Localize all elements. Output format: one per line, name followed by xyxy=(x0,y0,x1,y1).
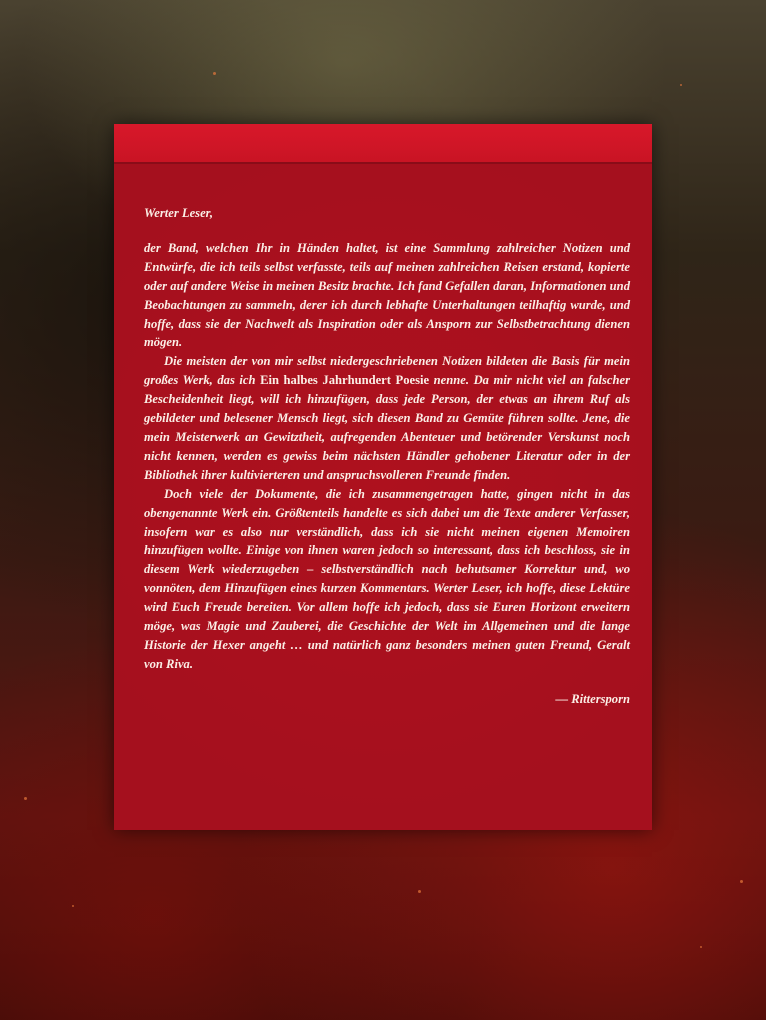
book-title: Ein halbes Jahrhundert Poesie xyxy=(260,373,430,388)
letter-signature: — Rittersporn xyxy=(555,691,630,706)
letter-body xyxy=(144,204,630,721)
ember-speck xyxy=(72,905,74,907)
letter-greeting: Werter Leser, xyxy=(144,206,214,220)
letter-paragraph-3: Doch viele der Dokumente, die ich zusammengetragen hatte, gingen nicht in das obengenannte Werk ein. Größtenteils handelte es sich dabei um die Texte anderer Verfasser, insofern war es also nur verständlich, dass ich sie nicht meinen eigenen Memoiren hinzufügen wollte. Einige von ihnen waren jedoch so interessant, dass ich beschloss, sie in diesem Werk wiederzugeben – selbstverständlich nach behutsamer Korrektur und, wo vonnöten, dem Hinzufügen eines kurzen Kommentars. Werter Leser, ich hoffe, diese Lektüre wird Euch Freude bereiten. Vor allem hoffe ich jedoch, dass sie Euren Horizont erweitern möge, was Magie und Zauberei, die Geschichte der Welt im Allgemeinen und die lange Historie der Hexer angeht … und natürlich ganz besonders meinen guten Freund, Geralt von Riva. xyxy=(144,486,630,671)
ember-speck xyxy=(24,797,27,800)
letter-paragraph-1: der Band, welchen Ihr in Händen haltet, ist eine Sammlung zahlreicher Notizen und Entwürfe, die ich teils selbst verfasste, teils auf meinen zahlreichen Reisen erstand, kopierte oder auf andere Weise in meinen Besitz brachte. Ich fand Gefallen daran, Informationen und Beobachtungen zu sammeln, derer ich durch lebhafte Unterhaltungen teilhaftig wurde, und hoffe, dass sie der Nachwelt als Inspiration oder als Ansporn zur Selbstbetrachtung dienen mögen. xyxy=(144,240,630,350)
ember-speck xyxy=(213,72,216,75)
ember-speck xyxy=(418,890,421,893)
letter-card xyxy=(114,124,652,830)
letter-header-band xyxy=(114,124,652,164)
letter-paragraph-2: Die meisten der von mir selbst niedergeschriebenen Notizen bildeten die Basis für mein großes Werk, das ich Ein halbes Jahrhundert Poesie nenne. Da mir nicht viel an falscher Bescheidenheit liegt, will ich hinzufügen, dass jede Person, der etwas an ihrem Ruf als gebildeter und belesener Mensch liegt, sich diesen Band zu Gemüte führen sollte. Jene, die mein Meisterwerk an Gewitztheit, aufregenden Abenteuer und betörender Verskunst noch nicht kennen, werden es gewiss beim nächsten Händler gehobener Literatur oder in der Bibliothek ihrer kultivierteren und anspruchsvolleren Freunde finden. xyxy=(144,354,630,482)
ember-speck xyxy=(740,880,743,883)
ember-speck xyxy=(680,84,682,86)
ember-speck xyxy=(700,946,702,948)
